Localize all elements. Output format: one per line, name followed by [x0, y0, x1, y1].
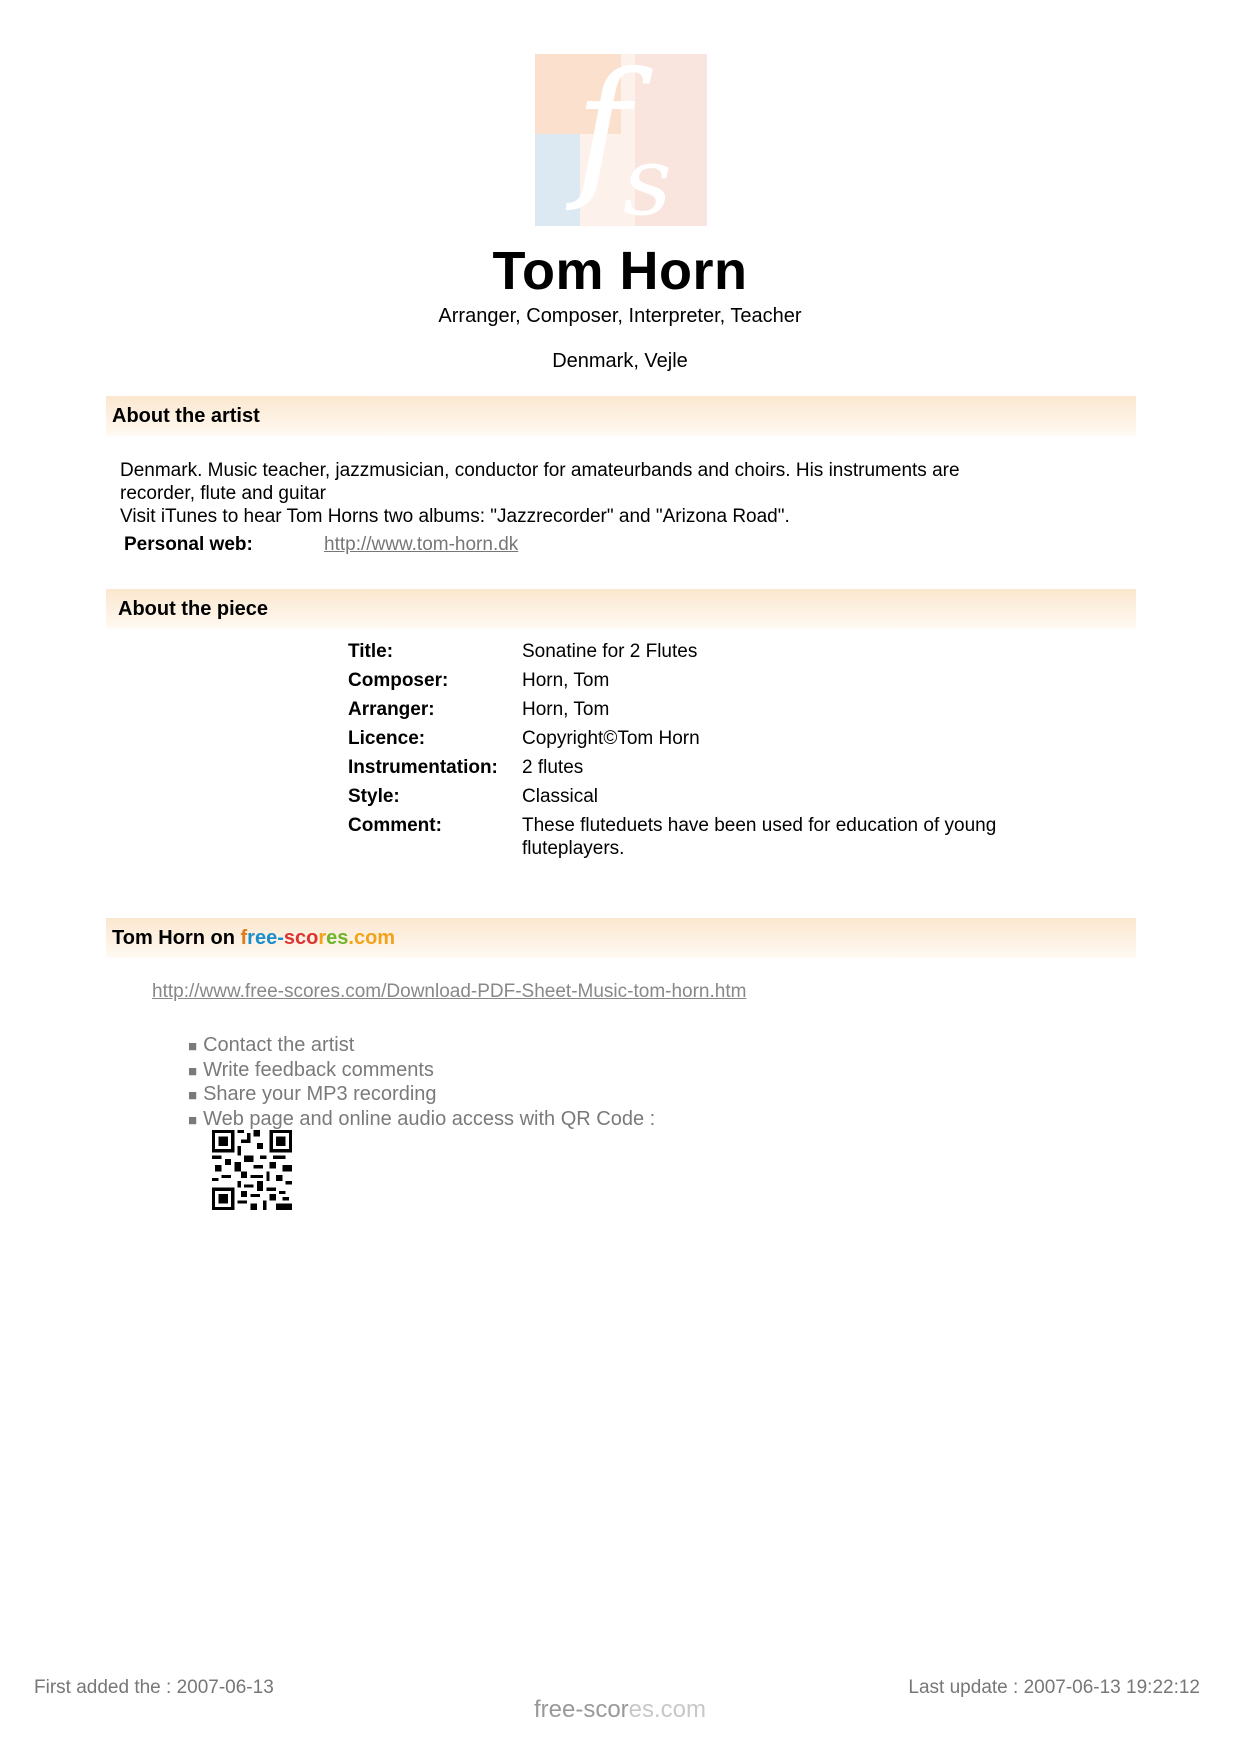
piece-label: Licence: [348, 728, 426, 749]
about-artist-text [120, 459, 1080, 528]
piece-value: Classical [522, 786, 599, 807]
about-piece-heading: About the piece [118, 598, 269, 620]
personal-web-label: Personal web: [124, 534, 253, 555]
piece-value: These fluteduets have been used for education of young fluteplayers. [522, 815, 997, 859]
about-piece-header [106, 589, 1136, 629]
artist-name: Tom Horn [492, 241, 748, 301]
piece-row-title [348, 637, 1002, 666]
piece-value: Copyright©Tom Horn [522, 728, 700, 749]
action-share-mp3[interactable]: ■ Share your MP3 recording [188, 1083, 437, 1105]
action-contact[interactable]: ■ Contact the artist [188, 1034, 355, 1056]
about-line-1: Denmark. Music teacher, jazzmusician, conductor for amateurbands and choirs. His instruments are [120, 460, 960, 481]
download-page-link[interactable]: http://www.free-scores.com/Download-PDF-Sheet-Music-tom-horn.htm [152, 981, 747, 1002]
footer-brand: free-scores.com [533, 1696, 707, 1723]
artist-roles: Arranger, Composer, Interpreter, Teacher [438, 305, 802, 327]
piece-label: Arranger: [348, 699, 435, 720]
piece-label: Composer: [348, 670, 449, 691]
about-artist-heading: About the artist [112, 405, 260, 427]
piece-row-comment [348, 811, 1002, 860]
action-qr-access[interactable]: ■ Web page and online audio access with QR Code : [188, 1107, 656, 1130]
action-feedback[interactable]: ■ Write feedback comments [188, 1058, 434, 1081]
about-line-2: recorder, flute and guitar [120, 483, 326, 504]
piece-row-arranger [348, 695, 1002, 724]
qr-code[interactable] [212, 1130, 292, 1210]
on-site-heading-prefix: Tom Horn on [112, 927, 241, 949]
piece-label: Style: [348, 786, 400, 807]
piece-label: Comment: [348, 815, 442, 836]
piece-details-table [348, 637, 1002, 860]
piece-value: 2 flutes [522, 757, 584, 778]
piece-value: Sonatine for 2 Flutes [522, 641, 698, 662]
piece-row-style [348, 782, 1002, 811]
piece-value: Horn, Tom [522, 699, 610, 720]
free-scores-brand: free-scores.com [240, 927, 396, 949]
piece-row-instrumentation [348, 753, 1002, 782]
svg-text:f: f [575, 54, 631, 215]
piece-row-licence [348, 724, 1002, 753]
action-list [188, 1034, 655, 1132]
square-bullet-icon: ■ [188, 1062, 198, 1080]
last-update-date: Last update : 2007-06-13 19:22:12 [908, 1677, 1200, 1698]
free-scores-logo [535, 54, 707, 226]
artist-location: Denmark, Vejle [552, 350, 688, 372]
square-bullet-icon: ■ [188, 1111, 198, 1129]
svg-text:s: s [623, 127, 672, 226]
about-line-3: Visit iTunes to hear Tom Horns two albums: "Jazzrecorder" and "Arizona Road". [120, 506, 790, 527]
square-bullet-icon: ■ [188, 1038, 198, 1055]
about-artist-header [106, 396, 1136, 436]
piece-value: Horn, Tom [522, 670, 610, 691]
piece-label: Title: [348, 641, 394, 662]
personal-web-link[interactable]: http://www.tom-horn.dk [324, 534, 519, 555]
piece-row-composer [348, 666, 1002, 695]
square-bullet-icon: ■ [188, 1087, 198, 1104]
on-site-header [106, 918, 1136, 958]
first-added-date: First added the : 2007-06-13 [34, 1677, 274, 1698]
piece-label: Instrumentation: [348, 757, 498, 778]
